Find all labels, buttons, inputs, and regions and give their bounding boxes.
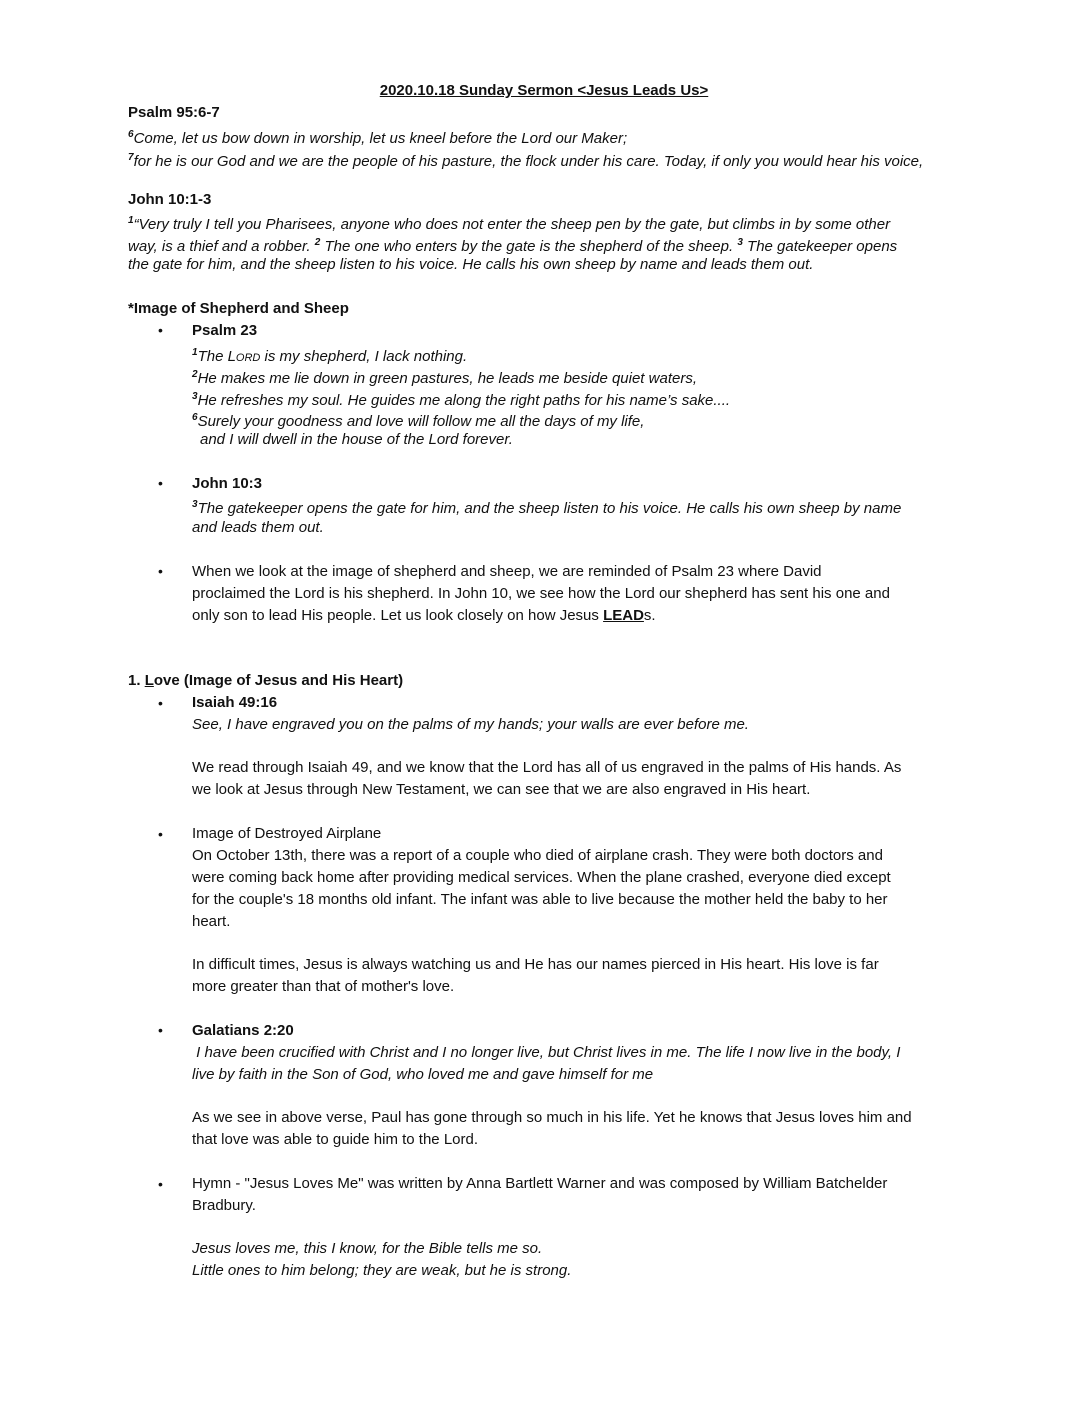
isaiah-paragraph-line1: We read through Isaiah 49, and we know that the Lord has all of us engraved in the palms of His hands. As xyxy=(192,759,902,776)
love-section-heading xyxy=(128,670,403,692)
verse-number: 3 xyxy=(192,499,198,510)
john10-line3: the gate for him, and the sheep listen to his voice. He calls his own sheep by name and leads them out. xyxy=(128,256,814,273)
shepherd-paragraph-line2: proclaimed the Lord is his shepherd. In John 10, we see how the Lord our shepherd has sent his one and xyxy=(192,585,890,602)
airplane-line2: were coming back home after providing medical services. When the plane crashed, everyone died except xyxy=(192,869,891,886)
psalm95-verse7 xyxy=(128,147,923,173)
verse-text: He makes me lie down in green pastures, he leads me beside quiet waters, xyxy=(197,370,697,387)
heading-text: ove (Image of Jesus and His Heart) xyxy=(153,672,404,689)
verse-text: The gatekeeper opens the gate for him, and the sheep listen to his voice. He calls his own sheep by name xyxy=(197,500,902,517)
paragraph-text: s. xyxy=(643,607,656,624)
airplane-heading: Image of Destroyed Airplane xyxy=(192,825,382,842)
small-caps-text: ORD xyxy=(235,352,261,364)
bullet-marker: • xyxy=(158,695,163,711)
galatians-line1 xyxy=(192,1042,900,1064)
lead-emphasis: LEAD xyxy=(603,607,644,624)
psalm23-verse6-cont: and I will dwell in the house of the Lord forever. xyxy=(200,431,513,448)
verse-text: Come, let us bow down in worship, let us kneel before the Lord our Maker; xyxy=(133,130,628,147)
bullet-marker: • xyxy=(158,563,163,579)
verse-text: The gatekeeper opens xyxy=(747,238,898,255)
verse-number: 2 xyxy=(314,237,321,248)
verse-text: The one who enters by the gate is the shepherd of the sheep. xyxy=(324,238,734,255)
verse-number: 2 xyxy=(192,369,198,380)
airplane-line3: for the couple's 18 months old infant. The infant was able to live because the mother held the baby to her xyxy=(192,891,888,908)
difficult-line1: In difficult times, Jesus is always watching us and He has our names pierced in His heart. His love is far xyxy=(192,956,879,973)
verse-text: Surely your goodness and love will follow me all the days of my life, xyxy=(197,413,645,430)
verse-text: The L xyxy=(197,348,236,365)
verse-number: 3 xyxy=(192,391,198,402)
galatians-ref: Galatians 2:20 xyxy=(192,1022,294,1039)
hymn-line2: Bradbury. xyxy=(192,1197,256,1214)
galatians-line2: live by faith in the Son of God, who loved me and gave himself for me xyxy=(192,1066,654,1083)
isaiah-verse: See, I have engraved you on the palms of my hands; your walls are ever before me. xyxy=(192,716,749,733)
lyric-line1: Jesus loves me, this I know, for the Bible tells me so. xyxy=(192,1240,543,1257)
airplane-line1: On October 13th, there was a report of a couple who died of airplane crash. They were both doctors and xyxy=(192,847,883,864)
bullet-marker: • xyxy=(158,322,163,338)
john10-ref: John 10:1-3 xyxy=(128,191,212,208)
john103-line2: and leads them out. xyxy=(192,519,324,536)
bullet-marker: • xyxy=(158,475,163,491)
isaiah-paragraph-line2: we look at Jesus through New Testament, we can see that we are also engraved in His heart. xyxy=(192,781,811,798)
difficult-line2: more greater than that of mother's love. xyxy=(192,978,455,995)
verse-text: way, is a thief and a robber. xyxy=(128,238,311,255)
bullet-marker: • xyxy=(158,826,163,842)
heading-number: 1. xyxy=(128,672,145,689)
verse-number: 7 xyxy=(128,152,134,163)
verse-text: “Very truly I tell you Pharisees, anyone who does not enter the sheep pen by the gate, but climbs in by some other xyxy=(133,216,891,233)
bullet-marker: • xyxy=(158,1176,163,1192)
verse-text: for he is our God and we are the people of his pasture, the flock under his care. Today, if only you would hear his voice, xyxy=(133,153,924,170)
shepherd-paragraph-line3 xyxy=(192,605,656,627)
airplane-line4: heart. xyxy=(192,913,231,930)
heading-initial: L xyxy=(144,672,154,689)
verse-text: He refreshes my soul. He guides me along the right paths for his name’s sake.... xyxy=(197,392,731,409)
bullet-marker: • xyxy=(158,1022,163,1038)
galatians-paragraph-line1: As we see in above verse, Paul has gone through so much in his life. Yet he knows that Jesus loves him and xyxy=(192,1109,912,1126)
shepherd-section-heading: *Image of Shepherd and Sheep xyxy=(128,300,349,317)
shepherd-paragraph-line1: When we look at the image of shepherd and sheep, we are reminded of Psalm 23 where David xyxy=(192,563,822,580)
paragraph-text: only son to lead His people. Let us look closely on how Jesus xyxy=(192,607,604,624)
galatians-paragraph-line2: that love was able to guide him to the Lord. xyxy=(192,1131,479,1148)
verse-number: 6 xyxy=(192,412,198,423)
verse-number: 6 xyxy=(128,129,134,140)
verse-number: 3 xyxy=(737,237,743,248)
verse-text: I have been crucified with Christ and I no longer live, but Christ lives in me. The life I now live in the body, I xyxy=(196,1044,901,1061)
isaiah-ref: Isaiah 49:16 xyxy=(192,694,278,711)
psalm95-ref: Psalm 95:6-7 xyxy=(128,104,220,121)
page-title: 2020.10.18 Sunday Sermon <Jesus Leads Us> xyxy=(379,82,709,99)
lyric-line2: Little ones to him belong; they are weak, but he is strong. xyxy=(192,1262,572,1279)
verse-number: 1 xyxy=(192,347,198,358)
verse-text: is my shepherd, I lack nothing. xyxy=(260,348,468,365)
john103-ref: John 10:3 xyxy=(192,475,263,492)
psalm23-ref: Psalm 23 xyxy=(192,322,258,339)
hymn-line1: Hymn - "Jesus Loves Me" was written by Anna Bartlett Warner and was composed by William Batchelder xyxy=(192,1175,888,1192)
verse-number: 1 xyxy=(128,215,134,226)
